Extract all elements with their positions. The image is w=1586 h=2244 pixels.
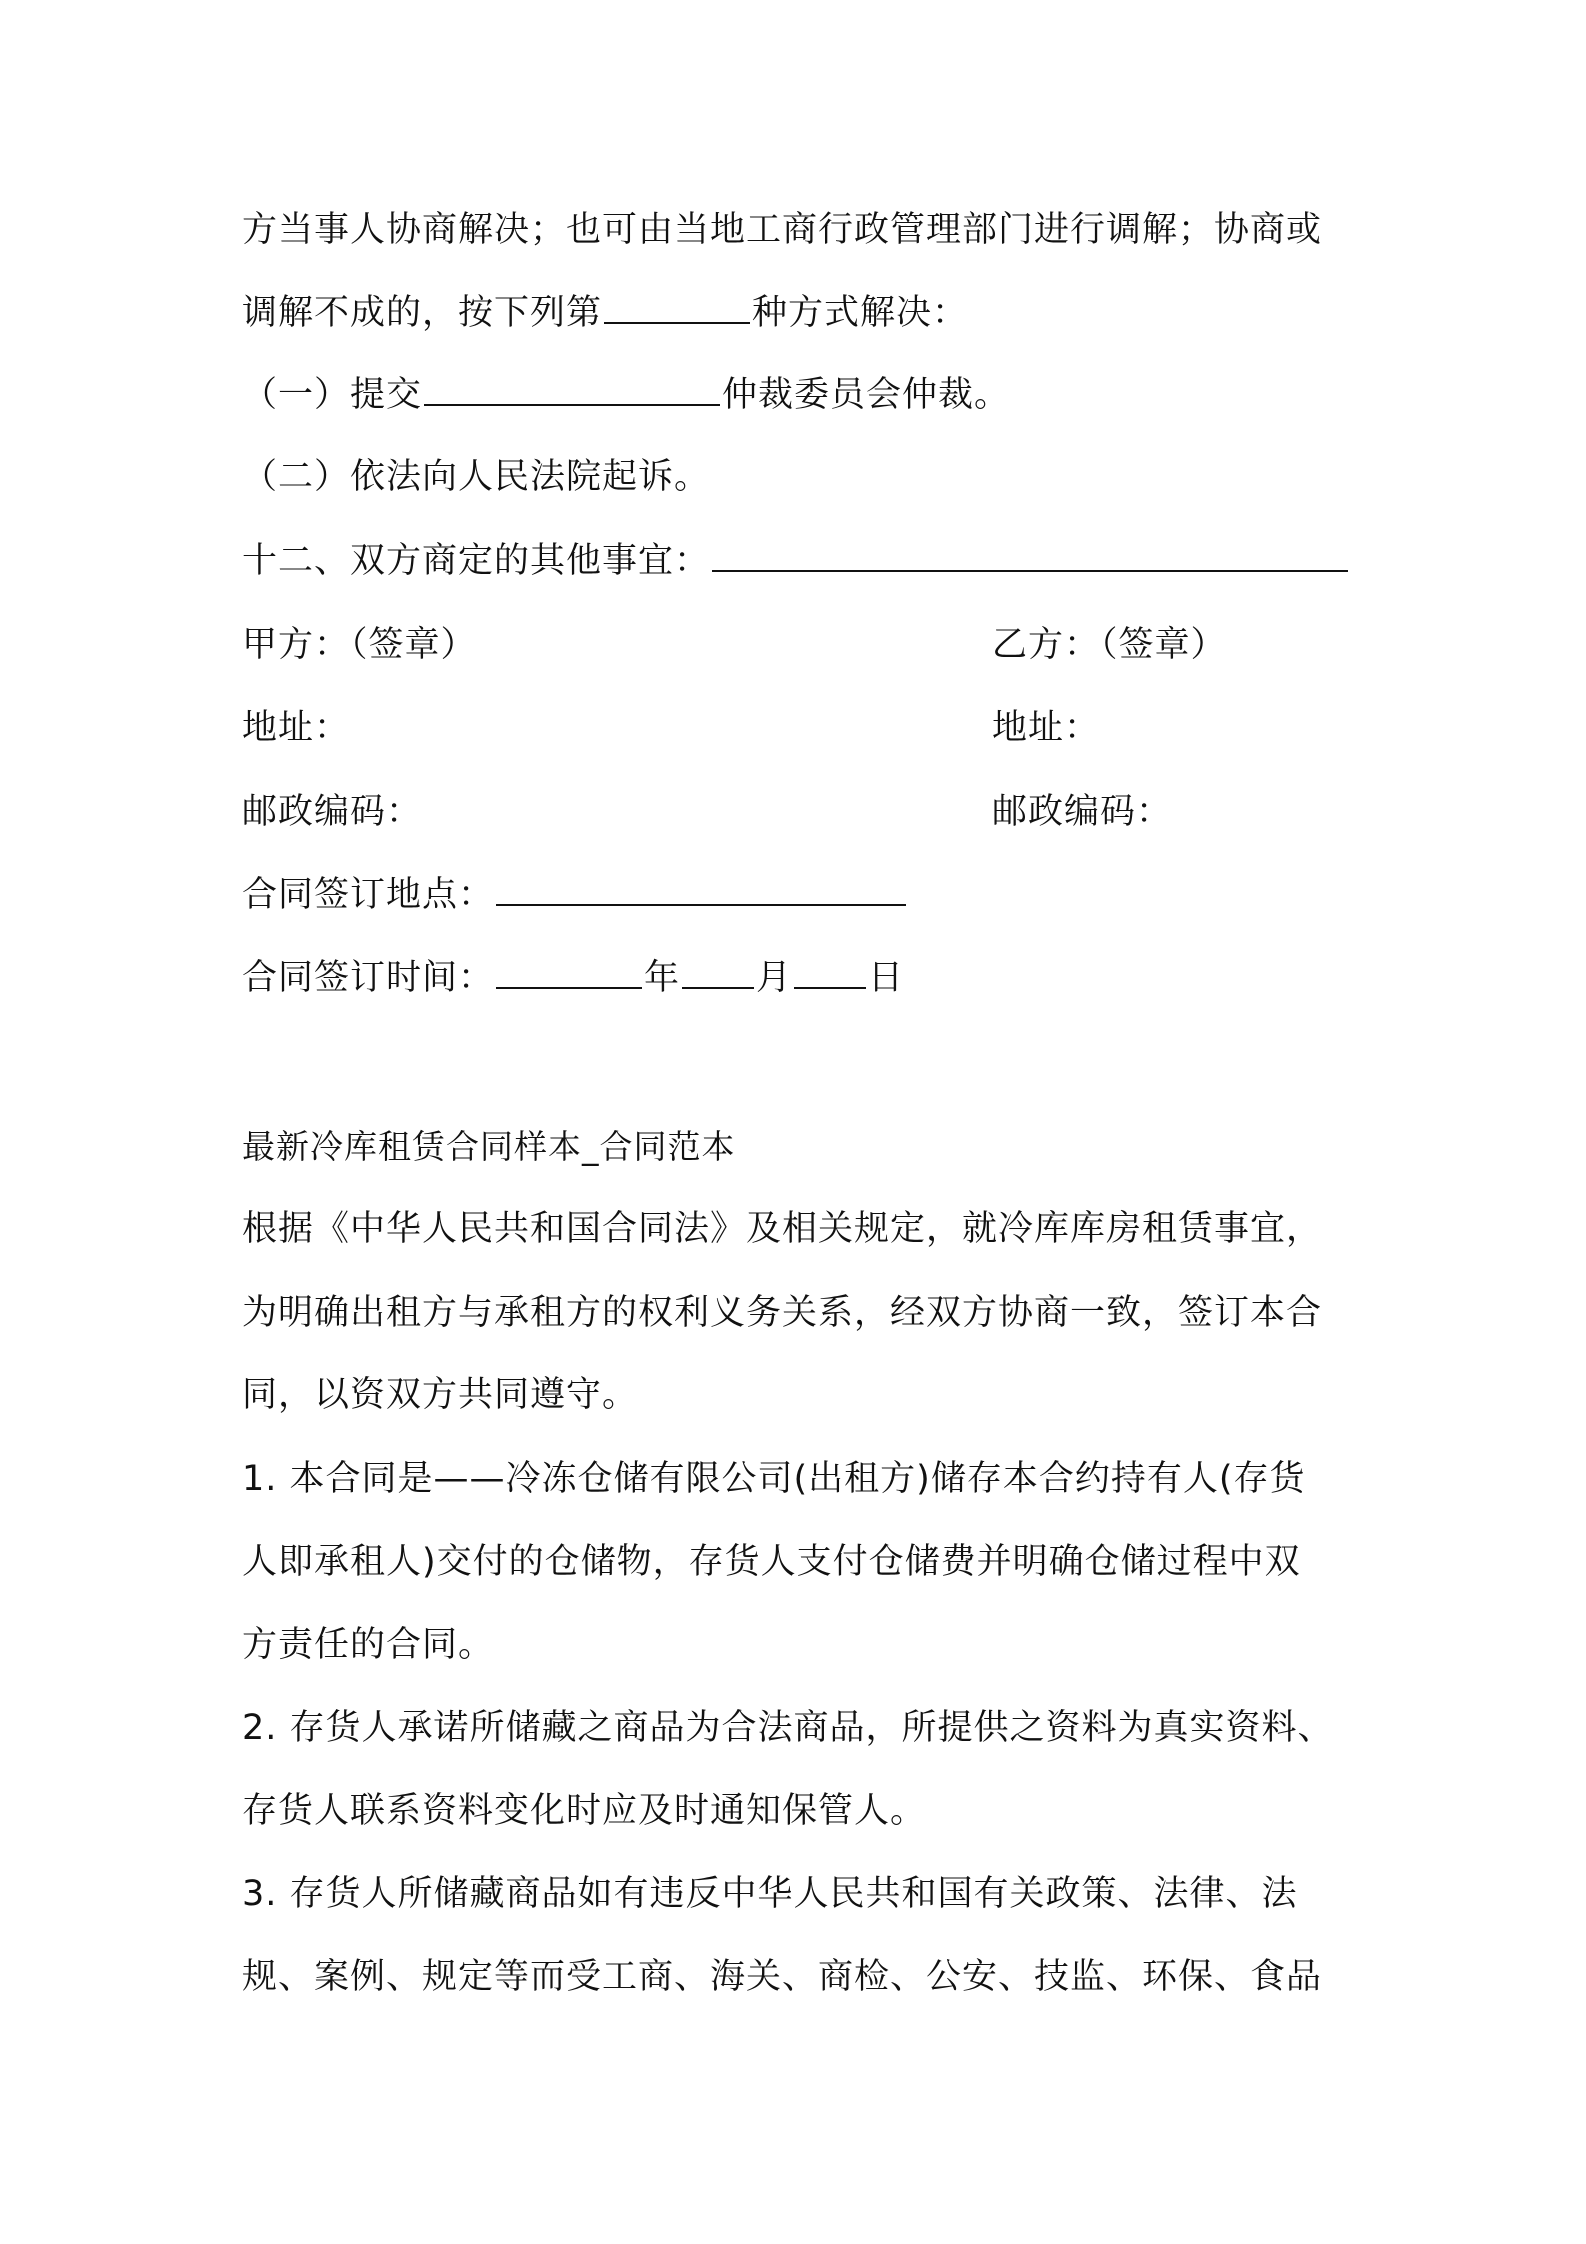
- title-text: 最新冷库租赁合同样本_合同范本: [242, 1127, 736, 1166]
- text: 方责任的合同。: [242, 1625, 495, 1665]
- month-label: 月: [756, 958, 793, 998]
- signature-row: [242, 620, 1382, 670]
- party-a-sign: 甲方：（签章）: [242, 625, 477, 665]
- month-blank[interactable]: [682, 953, 754, 989]
- text: 人即承租人)交付的仓储物，存货人支付仓储费并明确仓储过程中双: [242, 1542, 1301, 1582]
- day-blank[interactable]: [794, 953, 866, 989]
- paragraph-line: [242, 288, 1382, 338]
- text: 调解不成的，按下列第: [242, 293, 603, 333]
- list-item-line: [242, 1952, 1382, 2002]
- fill-blank[interactable]: [496, 870, 906, 906]
- address-row: [242, 703, 1382, 753]
- paragraph-line: [242, 1288, 1382, 1338]
- year-label: 年: [644, 958, 681, 998]
- list-item-line: [242, 1620, 1382, 1670]
- year-blank[interactable]: [496, 953, 642, 989]
- postal-row: [242, 787, 1382, 837]
- list-item-line: [242, 1703, 1382, 1753]
- address-b-label: 地址：: [992, 708, 1101, 748]
- fill-blank[interactable]: [712, 536, 1348, 572]
- text: 1. 本合同是——冷冻仓储有限公司(出租方)储存本合约持有人(存货: [242, 1459, 1306, 1499]
- text: （二）依法向人民法院起诉。: [242, 457, 711, 497]
- text: 为明确出租方与承租方的权利义务关系，经双方协商一致，签订本合: [242, 1293, 1323, 1333]
- document-title: [242, 1122, 1382, 1172]
- text: 2. 存货人承诺所储藏之商品为合法商品，所提供之资料为真实资料、: [242, 1708, 1334, 1748]
- text: 3. 存货人所储藏商品如有违反中华人民共和国有关政策、法律、法: [242, 1874, 1298, 1914]
- postal-b-label: 邮政编码：: [992, 792, 1173, 832]
- clause-line: [242, 536, 1382, 586]
- postal-a-label: 邮政编码：: [242, 792, 423, 832]
- text: 种方式解决：: [752, 293, 969, 333]
- option-line: [242, 370, 1382, 420]
- text: 同，以资双方共同遵守。: [242, 1375, 639, 1415]
- option-line: [242, 452, 1382, 502]
- list-item-line: [242, 1537, 1382, 1587]
- paragraph-line: [242, 1370, 1382, 1420]
- text: （一）提交: [242, 375, 423, 415]
- sign-place-label: 合同签订地点：: [242, 875, 495, 915]
- address-a-label: 地址：: [242, 708, 351, 748]
- paragraph-line: [242, 1204, 1382, 1254]
- text: 仲裁委员会仲裁。: [722, 375, 1011, 415]
- fill-blank[interactable]: [604, 288, 750, 324]
- text: 存货人联系资料变化时应及时通知保管人。: [242, 1791, 927, 1831]
- sign-place-row: [242, 870, 1382, 920]
- text: 根据《中华人民共和国合同法》及相关规定，就冷库库房租赁事宜，: [242, 1209, 1323, 1249]
- clause-heading: 十二、双方商定的其他事宜：: [242, 541, 711, 581]
- text: 方当事人协商解决；也可由当地工商行政管理部门进行调解；协商或: [242, 210, 1323, 250]
- sign-time-label: 合同签订时间：: [242, 958, 495, 998]
- list-item-line: [242, 1869, 1382, 1919]
- sign-time-row: [242, 953, 1382, 1003]
- paragraph-line: [242, 205, 1382, 255]
- list-item-line: [242, 1454, 1382, 1504]
- list-item-line: [242, 1786, 1382, 1836]
- party-b-sign: 乙方：（签章）: [992, 625, 1227, 665]
- fill-blank[interactable]: [424, 370, 720, 406]
- text: 规、案例、规定等而受工商、海关、商检、公安、技监、环保、食品: [242, 1957, 1323, 1997]
- day-label: 日: [868, 958, 905, 998]
